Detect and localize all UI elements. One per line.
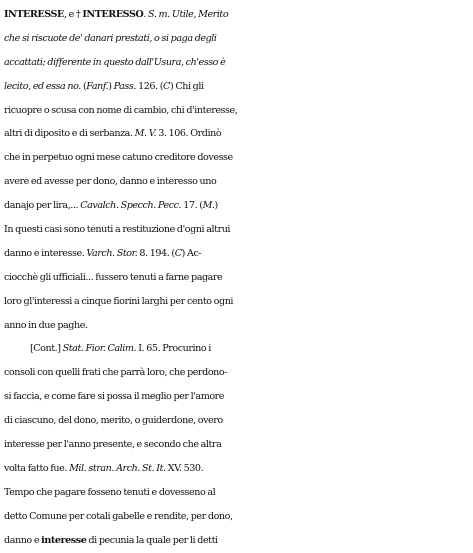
body-text: altri di diposito e di serbanza. xyxy=(4,128,135,140)
italic-text: Fanf. xyxy=(86,80,109,92)
body-text: di ciascuno, del dono, merito, o guiderdone, overo xyxy=(4,415,223,427)
headword-text: INTERESSO xyxy=(82,9,144,20)
body-text: Tempo che pagare fosseno tenuti e dovesseno al xyxy=(4,486,216,498)
entry-line xyxy=(4,529,470,553)
body-text: avere ed avesse per dono, danno e interesso uno xyxy=(4,176,217,188)
body-text: ricuopre o scusa con nome di cambio, chi d'interesse, xyxy=(4,104,238,116)
entry-line xyxy=(4,409,470,433)
entry-line xyxy=(4,122,470,146)
italic-text: lecito, ed essa no. xyxy=(4,80,83,92)
body-text: [Cont.] xyxy=(30,343,63,355)
italic-text: S. m. Utile, Merito xyxy=(148,9,229,20)
body-text: 8. 194. ( xyxy=(137,247,175,259)
italic-text: M. xyxy=(202,200,215,212)
body-text: loro gl'interessi a cinque fiorini larghi per cento ogni xyxy=(4,295,234,307)
entry-line xyxy=(4,27,470,51)
body-text: ciocchè gli ufficiali... fussero tenuti a farne pagare xyxy=(4,271,223,283)
body-text: danno e xyxy=(4,534,42,546)
body-text: XV. 530. xyxy=(165,462,204,474)
body-text: detto Comune per cotali gabelle e rendite, per dono, xyxy=(4,510,233,522)
italic-text: Pass. xyxy=(113,80,136,92)
body-text: ) Ac- xyxy=(181,247,202,259)
body-text: 126. ( xyxy=(135,80,164,92)
entry-line xyxy=(4,266,470,290)
italic-text: che si riscuote de' danari prestati, o si paga degli xyxy=(4,32,217,44)
body-text: , e † xyxy=(63,9,83,20)
body-text: ( xyxy=(82,80,87,92)
body-text: consoli con quelli frati che parrà loro, che perdono- xyxy=(4,367,228,379)
entry-line xyxy=(4,290,470,314)
entry-line xyxy=(4,3,470,27)
entry-line xyxy=(4,505,470,529)
body-text: che in perpetuo ogni mese catuno creditore dovesse xyxy=(4,152,233,164)
entry-line xyxy=(4,99,470,123)
italic-text: C xyxy=(174,247,182,259)
entry-line xyxy=(4,194,470,218)
italic-text: M. V. xyxy=(134,128,157,140)
entry-line xyxy=(4,146,470,170)
body-text: . xyxy=(143,9,149,20)
body-text: ) xyxy=(108,80,114,92)
body-text: I. 65. Procurino i xyxy=(136,343,211,355)
entry-line xyxy=(4,433,470,457)
italic-text: accattati; differente in questo dall'Usura, ch'esso è xyxy=(4,56,226,68)
body-text: danno e interesse. xyxy=(4,247,87,259)
entry-line xyxy=(4,170,470,194)
body-text: volta fatto fue. xyxy=(4,462,70,474)
italic-text: Cavalch. Specch. Pecc. xyxy=(80,200,182,212)
italic-text: Mil. stran. Arch. St. It. xyxy=(69,462,166,474)
entry-line xyxy=(4,457,470,481)
body-text: danajo per lira,... xyxy=(4,200,81,212)
entry-line xyxy=(4,51,470,75)
body-text: ) Chi gli xyxy=(169,80,204,92)
body-text: 3. 106. Ordinò xyxy=(156,128,222,140)
headword-text: INTERESSE xyxy=(4,9,64,20)
entry-line xyxy=(4,385,470,409)
entry-line xyxy=(4,361,470,385)
body-text: di pecunia la quale per li detti xyxy=(86,534,218,546)
body-text: In questi casi sono tenuti a restituzione d'ogni altrui xyxy=(4,224,231,236)
italic-text: C xyxy=(163,80,170,92)
body-text: anno in due paghe. xyxy=(4,319,88,331)
body-text: ) xyxy=(214,200,218,212)
entry-line xyxy=(4,314,470,338)
dictionary-entry xyxy=(4,3,470,552)
entry-line xyxy=(4,242,470,266)
body-text: si faccia, e come fare si possa il meglio per l'amore xyxy=(4,391,225,403)
entry-line xyxy=(4,218,470,242)
entry-line xyxy=(4,75,470,99)
headword-text: interesse xyxy=(41,534,87,546)
italic-text: Stat. Fior. Calim. xyxy=(62,343,137,355)
body-text: interesse per l'anno presente, e secondo che altra xyxy=(4,439,222,451)
body-text: 17. ( xyxy=(181,200,203,212)
entry-line xyxy=(4,337,470,361)
italic-text: Varch. Stor. xyxy=(86,247,138,259)
